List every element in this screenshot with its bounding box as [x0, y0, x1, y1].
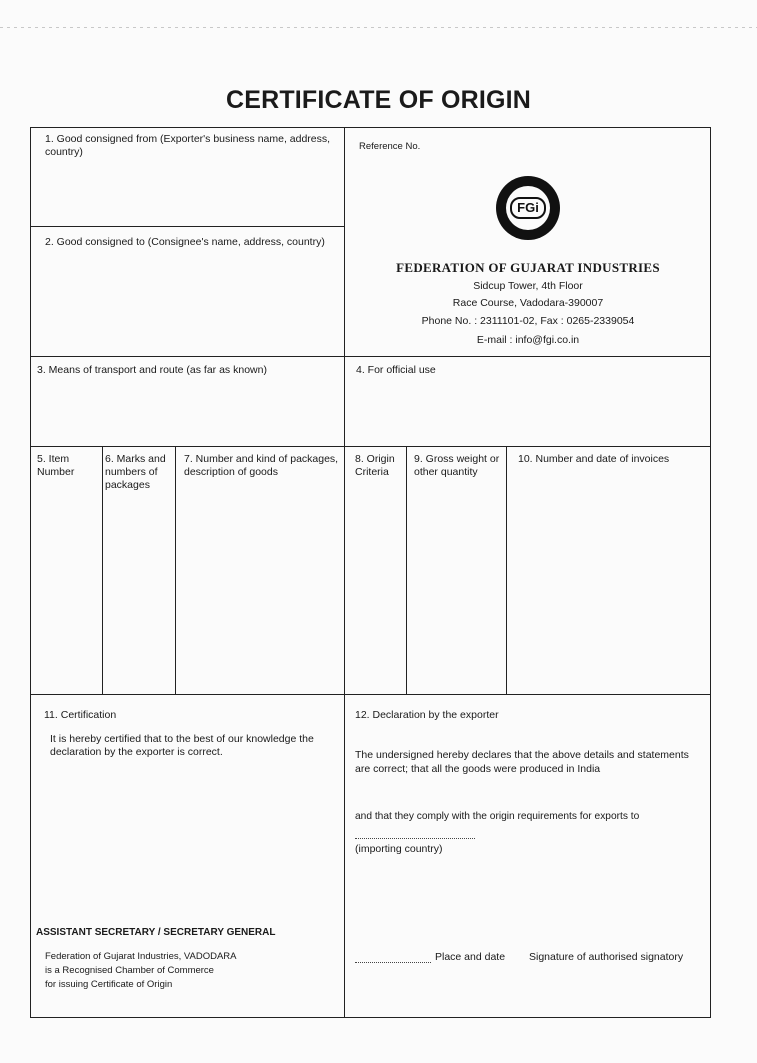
column-origin-criteria: 8. Origin Criteria: [355, 453, 395, 478]
divider: [506, 446, 507, 694]
divider: [175, 446, 176, 694]
box4-label: 4. For official use: [356, 364, 436, 376]
certification-text: It is hereby certified that to the best of our knowledge the declaration by the exporter is correct.: [50, 733, 314, 758]
column-invoices: 10. Number and date of invoices: [518, 453, 670, 465]
box3-label: 3. Means of transport and route (as far as known): [37, 364, 267, 376]
document-title: CERTIFICATE OF ORIGIN: [225, 86, 532, 114]
place-date-label: Place and date: [435, 951, 506, 963]
chamber-line-3: for issuing Certificate of Origin: [45, 979, 173, 990]
fgi-logo: [496, 176, 560, 240]
declaration-text: The undersigned hereby declares that the above details and statements are correct; that all the goods were produced in India: [355, 749, 689, 775]
column-description: 7. Number and kind of packages, description of goods: [184, 453, 339, 478]
box11-label: 11. Certification: [44, 709, 117, 721]
reference-label: Reference No.: [359, 141, 421, 152]
logo-text: FGi: [510, 197, 546, 219]
scan-artifact-line: [0, 27, 757, 28]
importing-country-label: (importing country): [355, 843, 443, 855]
chamber-line-2: is a Recognised Chamber of Commerce: [45, 965, 214, 976]
box1-label: 1. Good consigned from (Exporter's business name, address, country): [45, 133, 331, 158]
chamber-line-1: Federation of Gujarat Industries, VADODARA: [45, 951, 237, 962]
organization-address-2: Race Course, Vadodara-390007: [452, 297, 604, 309]
signature-label: Signature of authorised signatory: [529, 951, 684, 963]
organization-name: FEDERATION OF GUJARAT INDUSTRIES: [396, 260, 660, 275]
column-item-number: 5. Item Number: [37, 453, 75, 478]
signatory-title: ASSISTANT SECRETARY / SECRETARY GENERAL: [36, 927, 276, 938]
logo-inner: [506, 186, 550, 230]
column-marks: 6. Marks and numbers of packages: [105, 453, 166, 491]
divider: [102, 446, 103, 694]
box12-label: 12. Declaration by the exporter: [355, 709, 499, 721]
box2-label: 2. Good consigned to (Consignee's name, address, country): [45, 236, 325, 248]
divider: [30, 226, 344, 227]
organization-email: E-mail : info@fgi.co.in: [476, 334, 580, 346]
organization-phone: Phone No. : 2311101-02, Fax : 0265-2339054: [421, 315, 635, 327]
importing-country-line: [355, 838, 475, 839]
divider: [406, 446, 407, 694]
declaration-comply: and that they comply with the origin requirements for exports to: [355, 811, 640, 822]
divider: [30, 446, 711, 447]
place-date-line: [355, 962, 431, 963]
divider: [30, 694, 711, 695]
organization-address-1: Sidcup Tower, 4th Floor: [473, 280, 583, 292]
divider: [30, 356, 711, 357]
column-gross-weight: 9. Gross weight or other quantity: [414, 453, 500, 478]
